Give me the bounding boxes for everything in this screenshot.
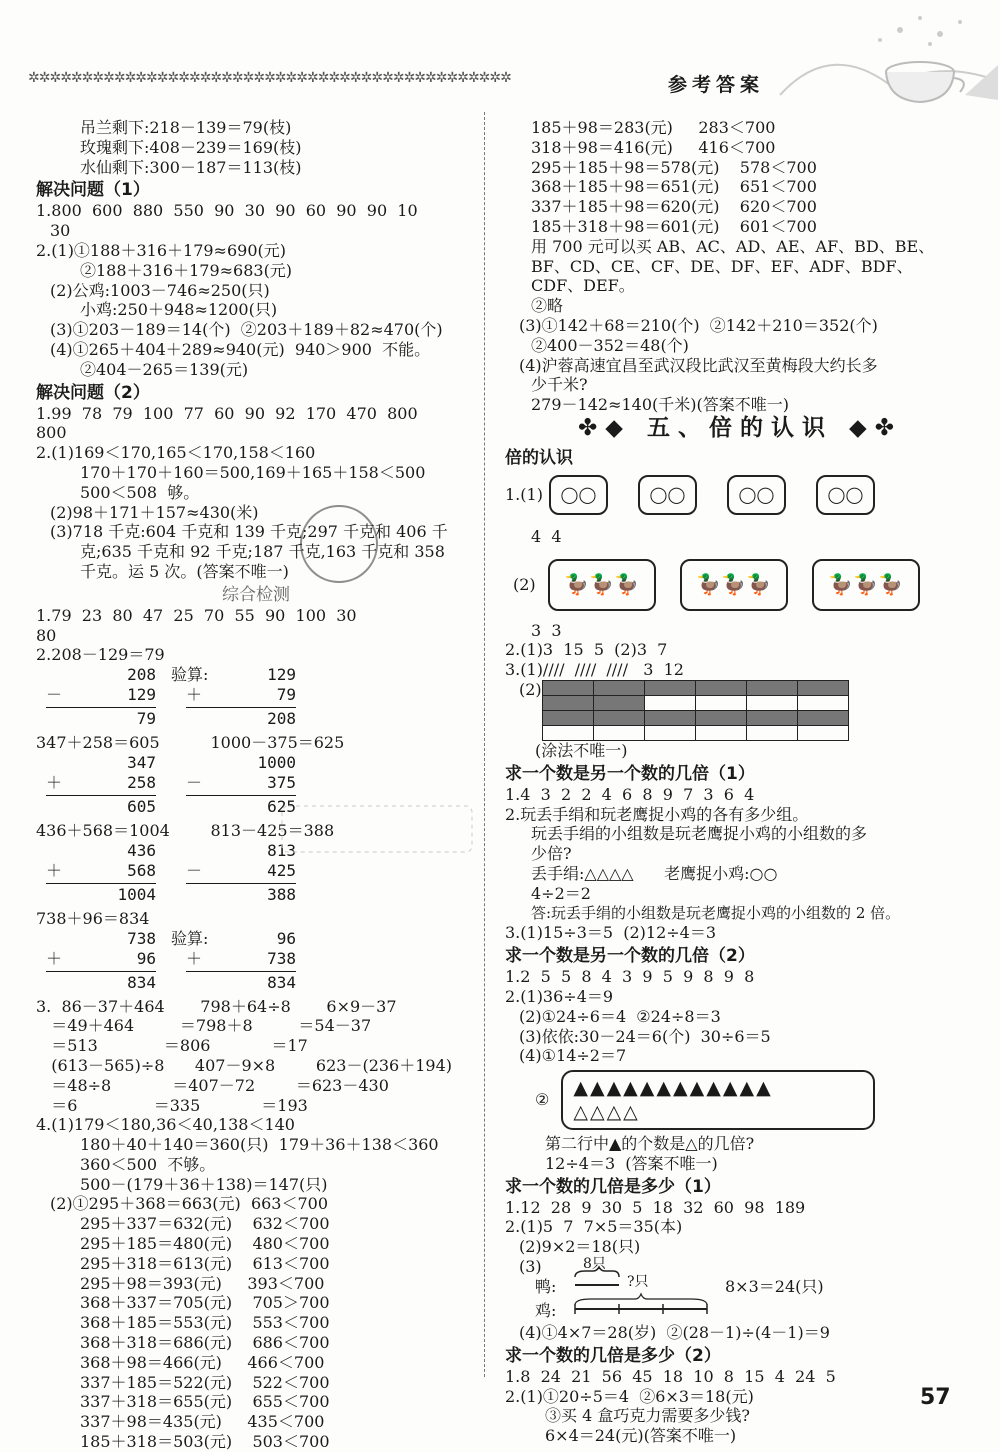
- list-item: 368＋98＝466(元) 466＜700: [80, 1352, 325, 1372]
- text-line: 360＜500 不够。: [80, 1154, 216, 1174]
- text-line: (2)①295＋368＝663(元) 663＜700: [50, 1194, 329, 1214]
- triangle-box: [561, 1070, 875, 1130]
- apple-group-box: [816, 475, 875, 515]
- text-line: 1.79 23 80 47 25 70 55 90 100 30: [36, 605, 357, 625]
- text-line: 2.(1)36÷4＝9: [505, 986, 614, 1006]
- text-line: (4)沪蓉高速宜昌至武汉段比武汉至黄梅段大约长多: [519, 355, 878, 375]
- text-line: 1.2 5 5 8 4 3 9 5 9 8 9 8: [505, 967, 755, 987]
- list-item: 368＋185＋98＝651(元) 651＜700: [531, 177, 817, 197]
- list-item: 295＋98＝393(元) 393＜700: [80, 1273, 325, 1293]
- duck-icon: 🦆🦆🦆: [828, 571, 904, 596]
- text-line: ＝513 ＝806 ＝17: [36, 1036, 308, 1056]
- text-line: 30: [50, 221, 71, 241]
- verify-label: 验算:: [171, 665, 209, 685]
- list-item: 368＋318＝686(元) 686＜700: [80, 1333, 330, 1353]
- section-title: 解决问题（1）: [36, 180, 150, 201]
- text-line: ＝49＋464 ＝798＋8 ＝54－37: [36, 1016, 372, 1036]
- text-line: 180＋40＋140＝360(只) 179＋36＋138＜360: [80, 1135, 439, 1155]
- duck-groups: [548, 559, 920, 611]
- verify-label: 验算:: [171, 928, 209, 948]
- calc-result: 834: [267, 972, 296, 992]
- text-line: 2.(1)①188＋316＋179≈690(元): [36, 240, 286, 260]
- filled-triangles: ▲▲▲▲▲▲▲▲▲▲▲▲: [573, 1077, 773, 1100]
- list-item: 337＋185＋98＝620(元) 620＜700: [531, 197, 817, 217]
- stamp-seal-icon: [300, 505, 378, 583]
- equation: 1000－375＝625: [210, 733, 345, 753]
- question-row: [505, 680, 975, 741]
- text-line: 170＋170＋160＝500,169＋165＋158＜500: [80, 462, 426, 482]
- calc-operand: 738: [267, 948, 296, 968]
- text-line: 2.玩丢手绢和玩老鹰捉小鸡的各有多少组。: [505, 804, 809, 824]
- list-item: 295＋337＝632(元) 632＜700: [80, 1214, 330, 1234]
- calc-operand: 129: [267, 665, 296, 685]
- text-line: BF、CD、CE、CF、DE、DF、EF、ADF、BDF、: [531, 256, 913, 276]
- text-line: 1.4 3 2 2 4 6 8 9 7 3 6 4: [505, 784, 755, 804]
- watermark-graphic: [280, 800, 480, 871]
- section-title: 求一个数的几倍是多少（1）: [505, 1176, 721, 1197]
- text-line: ②404－265＝139(元): [80, 359, 249, 379]
- duck-icon: 🦆🦆🦆: [564, 571, 640, 596]
- text-line: 4÷2＝2: [531, 883, 591, 903]
- calc-line: [46, 883, 156, 884]
- text-line: 500＜508 够。: [80, 482, 200, 502]
- duck-group-box: [812, 559, 920, 611]
- calc-result: 79: [136, 709, 156, 729]
- line-diagram: [505, 1257, 975, 1323]
- text-line: 1.8 24 21 56 45 18 10 8 15 4 24 5: [505, 1366, 836, 1386]
- list-item: 295＋185＝480(元) 480＜700: [80, 1234, 330, 1254]
- list-item: 368＋185＝553(元) 553＜700: [80, 1313, 330, 1333]
- decorative-band: ✲✲✲✲✲✲✲✲✲✲✲✲✲✲✲✲✲✲✲✲✲✲✲✲✲✲✲✲✲✲✲✲✲✲✲✲✲✲✲✲✲✲✲✲✲: [28, 70, 511, 86]
- apple-group-box: [727, 475, 786, 515]
- calc-operand: 208: [127, 665, 156, 685]
- question-label: (2): [513, 574, 536, 594]
- calc-operator: ＋: [46, 860, 63, 880]
- text-line: 1.12 28 9 30 5 18 32 60 98 189: [505, 1197, 806, 1217]
- text-line: 3.(1)15÷3＝5 (2)12÷4＝3: [505, 923, 717, 943]
- list-item: 185＋98＝283(元) 283＜700: [531, 118, 776, 137]
- vertical-calculation: [36, 929, 476, 997]
- list-item: 185＋318＋98＝601(元) 601＜700: [531, 216, 817, 236]
- section-title: 求一个数是另一个数的几倍（2）: [505, 946, 755, 967]
- text-line: 2.(1)5 7 7×5＝35(本): [505, 1217, 683, 1237]
- apple-icon: ◯◯: [560, 484, 597, 504]
- text-line: CDF、DEF。: [531, 276, 635, 296]
- text-line: (4)①4×7＝28(岁) ②(28－1)÷(4－1)＝9: [519, 1323, 830, 1343]
- apple-icon: ◯◯: [827, 484, 864, 504]
- text-line: 4.(1)179＜180,36＜40,138＜140: [36, 1115, 295, 1135]
- page-number: 57: [920, 1385, 951, 1410]
- duck-group-box: [680, 559, 788, 611]
- text-line: (4)①14÷2＝7: [519, 1046, 627, 1066]
- calc-result: 208: [267, 709, 296, 729]
- section-title: 综合检测: [222, 584, 290, 605]
- text-line: (3)依依:30－24＝6(个) 30÷6＝5: [519, 1026, 771, 1046]
- question-label: 1.(1): [505, 484, 543, 504]
- calc-operator: －: [186, 860, 203, 880]
- triangle-figure: [535, 1070, 975, 1130]
- text-line: ②略: [531, 296, 564, 316]
- text-line: (2)①24÷6＝4 ②24÷8＝3: [519, 1006, 721, 1026]
- calc-result: 625: [267, 796, 296, 816]
- equation: 738＋96＝834: [36, 908, 150, 928]
- calc-line: 8×3＝24(只): [725, 1277, 824, 1297]
- calc-operator: －: [46, 685, 63, 705]
- text-line: (2)9×2＝18(只): [519, 1237, 641, 1257]
- calc-operand: 347: [127, 752, 156, 772]
- calc-operand: 1000: [257, 752, 296, 772]
- text-line: 2.(1)①20÷5＝4 ②6×3＝18(元): [505, 1386, 754, 1406]
- list-item: 295＋318＝613(元) 613＜700: [80, 1253, 330, 1273]
- section-title: 解决问题（2）: [36, 382, 150, 403]
- text-line: ②188＋316＋179≈683(元): [80, 260, 293, 280]
- question-label: (3): [519, 1257, 542, 1277]
- calc-operator: ＋: [46, 948, 63, 968]
- calc-operand: 738: [127, 928, 156, 948]
- text-line: 3.(1)//// //// //// 3 12: [505, 660, 684, 680]
- text-line: 12÷4＝3 (答案不唯一): [545, 1153, 718, 1173]
- chick-count: ?只: [627, 1274, 649, 1291]
- teacup-illustration-icon: [770, 0, 1000, 110]
- text-line: ②400－352＝48(个): [531, 335, 689, 355]
- list-item: 185＋318＝503(元) 503＜700: [80, 1432, 330, 1452]
- duck-group-box: [548, 559, 656, 611]
- equation: 347＋258＝605: [36, 733, 160, 753]
- text-line: 千克。运 5 次。(答案不唯一): [80, 561, 289, 581]
- text-line: 克;635 千克和 92 千克;187 千克,163 千克和 358: [80, 542, 445, 562]
- calc-line: [46, 795, 156, 796]
- calc-operator: ＋: [186, 948, 203, 968]
- apple-icon: ◯◯: [649, 484, 686, 504]
- calc-operand: 96: [276, 928, 296, 948]
- calc-operand: 129: [127, 685, 156, 705]
- text-line: (3)718 千克:604 千克和 139 千克;297 千克和 406 千: [50, 522, 448, 542]
- text-line: 少千米?: [531, 375, 588, 395]
- calc-line: [46, 971, 156, 972]
- list-item: 337＋318＝655(元) 655＜700: [80, 1392, 330, 1412]
- calc-result: 834: [127, 972, 156, 992]
- left-column: [36, 118, 476, 1452]
- calc-operand: 436: [127, 840, 156, 860]
- text-line: 279－142≈140(千米)(答案不唯一): [531, 395, 789, 415]
- calc-operand: 813: [267, 840, 296, 860]
- text-line: 丢手绢:△△△△ 老鹰捉小鸡:○○: [531, 863, 778, 883]
- text-line: 玫瑰剩下:408－239＝169(枝): [80, 137, 302, 157]
- list-item: 318＋98＝416(元) 416＜700: [531, 137, 776, 157]
- calc-line: [186, 707, 296, 708]
- right-column: [505, 118, 975, 1446]
- calc-line: [186, 795, 296, 796]
- calc-line: [186, 883, 296, 884]
- chick-label: 鸡:: [535, 1301, 557, 1321]
- calc-operand: 96: [136, 948, 156, 968]
- list-item: 368＋337＝705(元) 705＞700: [80, 1293, 330, 1313]
- section-title: 求一个数是另一个数的几倍（1）: [505, 763, 755, 784]
- hollow-triangles: △△△△: [573, 1101, 640, 1124]
- text-line: 6×4＝24(元)(答案不唯一): [545, 1426, 737, 1446]
- apple-icon: ◯◯: [738, 484, 775, 504]
- shading-grid: [542, 680, 849, 741]
- calc-operator: －: [186, 772, 203, 792]
- chapter-heading: ✤◆ 五、倍的认识 ◆✤: [578, 414, 902, 441]
- text-line: ＝6 ＝335 ＝193: [36, 1095, 308, 1115]
- section-title: 倍的认识: [505, 447, 573, 468]
- calc-result: 1004: [117, 884, 156, 904]
- text-line: 1.800 600 880 550 90 30 90 60 90 90 10: [36, 201, 418, 221]
- text-line: (2)公鸡:1003－746≈250(只): [50, 280, 270, 300]
- calc-operand: 568: [127, 860, 156, 880]
- calc-operand: 375: [267, 772, 296, 792]
- text-line: 80: [36, 625, 57, 645]
- calc-operator: ＋: [46, 772, 63, 792]
- text-line: (3)①142＋68＝210(个) ②142＋210＝352(个): [519, 315, 878, 335]
- note: (涂法不唯一): [535, 740, 628, 760]
- section-title: 求一个数的几倍是多少（2）: [505, 1345, 721, 1366]
- duck-label: 鸭:: [535, 1277, 557, 1297]
- list-item: 295＋185＋98＝578(元) 578＜700: [531, 157, 817, 177]
- text-line: 3. 86－37＋464 798＋64÷8 6×9－37: [36, 996, 397, 1016]
- equation: 813－425＝388: [210, 820, 335, 840]
- question-label: (2): [519, 679, 542, 699]
- text-line: 答:玩丢手绢的小组数是玩老鹰捉小鸡的小组数的 2 倍。: [531, 903, 901, 922]
- text-line: (4)①265＋404＋289≈940(元) 940＞900 不能。: [50, 339, 431, 359]
- equation: 436＋568＝1004: [36, 820, 170, 840]
- text-line: (613－565)÷8 407－9×8 623－(236＋194): [36, 1055, 453, 1075]
- text-line: 800: [36, 423, 67, 443]
- text-line: 500－(179＋36＋138)＝147(只): [80, 1174, 328, 1194]
- apple-group-box: [549, 475, 608, 515]
- text-line: (2)98＋171＋157≈430(米): [50, 502, 259, 522]
- text-line: (3)①203－189＝14(个) ②203＋189＋82≈470(个): [50, 320, 443, 340]
- calc-result: 388: [267, 884, 296, 904]
- question-row: [505, 559, 975, 611]
- calc-operand: 425: [267, 860, 296, 880]
- text-line: 第二行中▲的个数是△的几倍?: [545, 1134, 755, 1154]
- watermark-icon: [280, 800, 480, 860]
- text-line: 用 700 元可以买 AB、AC、AD、AE、AF、BD、BE、: [531, 236, 935, 256]
- calc-operand: 79: [276, 685, 296, 705]
- list-item: 337＋98＝435(元) 435＜700: [80, 1412, 325, 1432]
- text-line: ③买 4 盒巧克力需要多少钱?: [545, 1406, 750, 1426]
- vertical-calculation: [36, 665, 476, 751]
- text-line: 玩丢手绢的小组数是玩老鹰捉小鸡的小组数的多: [531, 824, 868, 844]
- question-row: [505, 475, 975, 515]
- text-line: 1.99 78 79 100 77 60 90 92 170 470 800: [36, 403, 418, 423]
- apple-groups: [549, 475, 875, 515]
- text-line: 吊兰剩下:218－139＝79(枝): [80, 118, 292, 137]
- text-line: 少倍?: [531, 844, 572, 864]
- calc-line: [46, 707, 156, 708]
- column-divider: [484, 112, 485, 1377]
- question-label: ②: [535, 1090, 550, 1110]
- duck-count: 8只: [583, 1256, 606, 1273]
- calc-operand: 258: [127, 772, 156, 792]
- calc-operator: ＋: [186, 685, 203, 705]
- answer-line: 4 4: [531, 526, 562, 546]
- calc-line: [186, 971, 296, 972]
- text-line: 2.208－129＝79: [36, 645, 165, 665]
- apple-group-box: [638, 475, 697, 515]
- text-line: 2.(1)169＜170,165＜170,158＜160: [36, 443, 316, 463]
- page-header: [0, 0, 1000, 110]
- text-line: 水仙剩下:300－187＝113(枝): [80, 157, 302, 177]
- list-item: 337＋185＝522(元) 522＜700: [80, 1372, 330, 1392]
- answer-line: 3 3: [531, 620, 562, 640]
- text-line: ＝48÷8 ＝407－72 ＝623－430: [36, 1075, 389, 1095]
- text-line: 小鸡:250＋948≈1200(只): [80, 300, 278, 320]
- text-line: 2.(1)3 15 5 (2)3 7: [505, 640, 668, 660]
- calc-result: 605: [127, 796, 156, 816]
- duck-icon: 🦆🦆🦆: [696, 571, 772, 596]
- header-title: 参考答案: [668, 74, 765, 96]
